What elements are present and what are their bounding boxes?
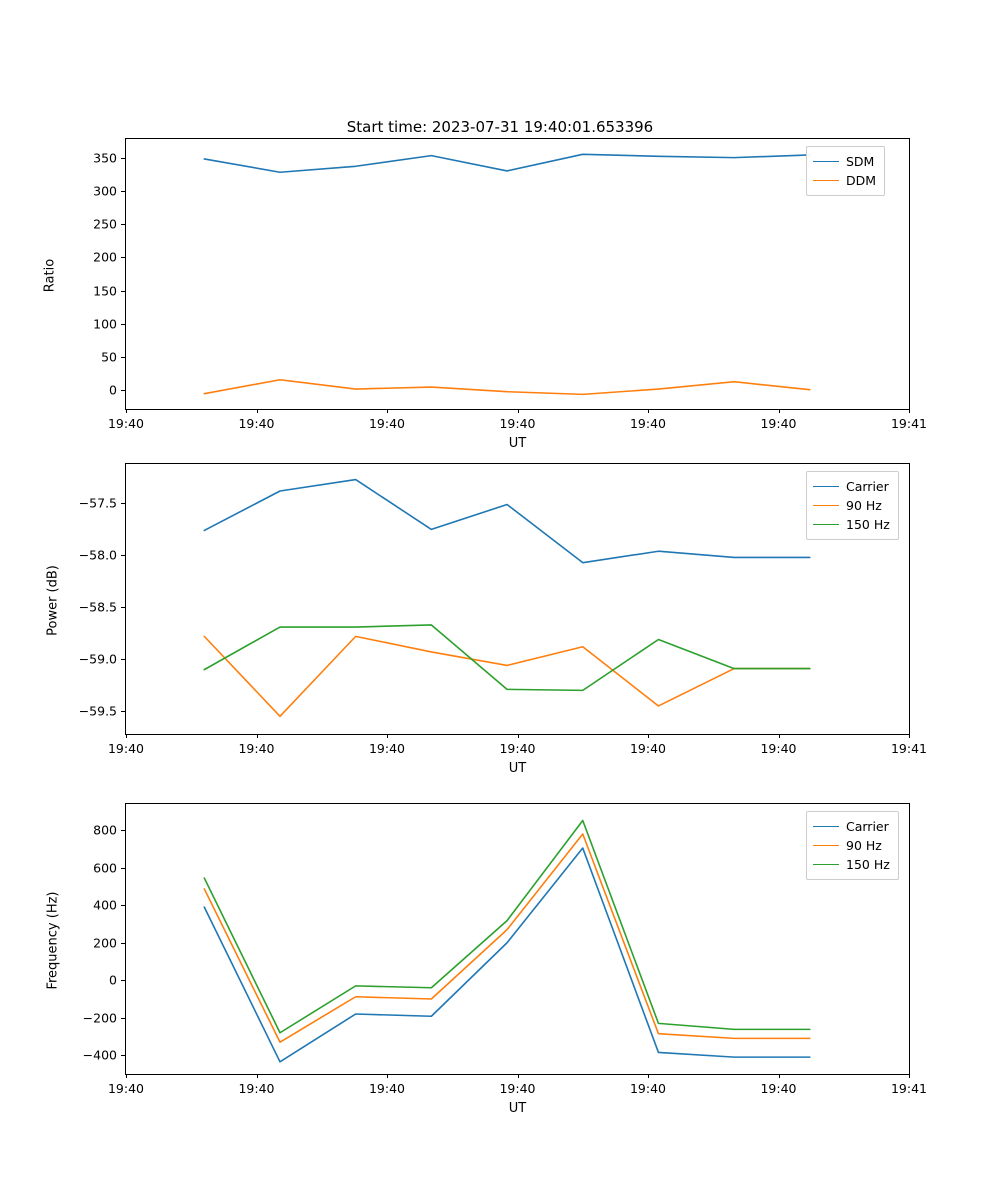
y-tick (121, 324, 125, 325)
x-tick (126, 734, 127, 738)
x-tick (126, 409, 127, 413)
x-tick (257, 1074, 258, 1078)
legend-item[interactable] (813, 836, 890, 855)
x-tick (126, 1074, 127, 1078)
panel-ratio (0, 0, 1000, 451)
y-tick (121, 390, 125, 391)
x-tick-label: 19:41 (890, 741, 928, 756)
x-tick (648, 1074, 649, 1078)
legend-item[interactable] (813, 496, 890, 515)
x-tick-label: 19:40 (238, 741, 275, 756)
y-tick (121, 943, 125, 944)
x-tick-label: 19:40 (368, 1081, 406, 1096)
x-tick (648, 734, 649, 738)
legend-swatch-icon (813, 505, 839, 506)
legend-swatch-icon (813, 180, 839, 181)
y-tick (121, 158, 125, 159)
x-tick-label: 19:40 (499, 1081, 536, 1096)
y-tick-label: 600 (93, 860, 117, 876)
legend-swatch-icon (813, 826, 839, 827)
y-tick-label: 350 (93, 150, 117, 166)
x-tick (518, 409, 519, 413)
y-tick (121, 980, 125, 981)
y-tick (121, 905, 125, 906)
legend-swatch-icon (813, 486, 839, 487)
series-line (204, 821, 810, 1033)
x-tick-label: 19:40 (760, 416, 797, 431)
legend-label: 90 Hz (846, 838, 882, 853)
legend-item[interactable] (813, 855, 890, 874)
x-tick-label: 19:40 (760, 1081, 797, 1096)
x-tick (387, 1074, 388, 1078)
legend-item[interactable] (813, 515, 890, 534)
y-tick-label: −400 (82, 1047, 117, 1063)
y-tick-label: −59.5 (78, 703, 117, 719)
y-tick-label: 300 (93, 183, 117, 199)
y-tick (121, 503, 125, 504)
plot-area-frequency (126, 804, 909, 1074)
y-tick-label: 250 (93, 216, 117, 232)
x-tick-label: 19:41 (890, 416, 928, 431)
series-line (204, 625, 810, 690)
legend-label: 90 Hz (846, 498, 882, 513)
legend-swatch-icon (813, 524, 839, 525)
y-tick (121, 607, 125, 608)
y-tick (121, 357, 125, 358)
axes-ratio (125, 138, 910, 410)
x-tick (779, 1074, 780, 1078)
y-tick-label: −58.0 (78, 547, 117, 563)
x-tick (779, 409, 780, 413)
x-tick (257, 734, 258, 738)
y-tick (121, 291, 125, 292)
series-line (204, 636, 810, 716)
y-tick-label: 200 (93, 935, 117, 951)
y-tick (121, 1018, 125, 1019)
x-tick-label: 19:40 (629, 741, 667, 756)
x-tick-label: 19:40 (238, 416, 275, 431)
figure-title: Start time: 2023-07-31 19:40:01.653396 (346, 118, 654, 136)
legend-ratio[interactable] (806, 146, 885, 196)
x-axis-label-frequency: UT (508, 1101, 527, 1116)
legend-label: 150 Hz (846, 857, 890, 872)
series-line (204, 848, 810, 1062)
y-tick-label: 800 (93, 822, 117, 838)
x-tick-label: 19:40 (629, 416, 667, 431)
legend-item[interactable] (813, 152, 876, 171)
series-line (204, 380, 810, 395)
series-line (204, 834, 810, 1042)
legend-power[interactable] (806, 471, 899, 540)
x-tick-label: 19:40 (368, 416, 406, 431)
y-tick-label: −58.5 (78, 599, 117, 615)
y-tick (121, 868, 125, 869)
legend-label: DDM (846, 173, 877, 188)
y-axis-label-ratio: Ratio (42, 258, 58, 293)
x-tick (779, 734, 780, 738)
legend-label: 150 Hz (846, 517, 890, 532)
plot-area-ratio (126, 139, 909, 409)
y-tick-label: 200 (93, 249, 117, 265)
legend-item[interactable] (813, 477, 890, 496)
y-axis-label-frequency: Frequency (Hz) (45, 891, 61, 990)
x-tick-label: 19:41 (890, 1081, 928, 1096)
x-tick-label: 19:40 (107, 1081, 145, 1096)
y-tick (121, 257, 125, 258)
x-tick (909, 409, 910, 413)
y-tick-label: 150 (93, 283, 117, 299)
x-tick-label: 19:40 (107, 416, 145, 431)
panel-frequency (0, 780, 1000, 1120)
series-line (204, 480, 810, 563)
legend-swatch-icon (813, 864, 839, 865)
x-tick (648, 409, 649, 413)
y-tick-label: −200 (82, 1010, 117, 1026)
x-tick (909, 734, 910, 738)
axes-power (125, 463, 910, 735)
x-tick (257, 409, 258, 413)
y-tick-label: 0 (109, 972, 117, 988)
x-axis-label-power: UT (508, 761, 527, 776)
legend-item[interactable] (813, 817, 890, 836)
legend-label: SDM (846, 154, 875, 169)
x-tick-label: 19:40 (629, 1081, 667, 1096)
x-tick-label: 19:40 (107, 741, 145, 756)
x-tick (518, 734, 519, 738)
x-tick-label: 19:40 (499, 416, 536, 431)
y-tick-label: −59.0 (78, 651, 117, 667)
y-tick (121, 830, 125, 831)
x-tick-label: 19:40 (368, 741, 406, 756)
legend-swatch-icon (813, 845, 839, 846)
legend-item[interactable] (813, 171, 876, 190)
y-tick (121, 711, 125, 712)
x-tick (518, 1074, 519, 1078)
legend-label: Carrier (846, 479, 889, 494)
y-tick (121, 555, 125, 556)
axes-frequency (125, 803, 910, 1075)
y-tick-label: 0 (109, 382, 117, 398)
x-tick (387, 734, 388, 738)
panel-power (0, 440, 1000, 780)
y-tick (121, 191, 125, 192)
y-tick (121, 1055, 125, 1056)
x-tick (387, 409, 388, 413)
x-tick-label: 19:40 (499, 741, 536, 756)
legend-frequency[interactable] (806, 811, 899, 880)
y-axis-label-power: Power (dB) (45, 565, 61, 636)
x-tick-label: 19:40 (238, 1081, 275, 1096)
legend-swatch-icon (813, 161, 839, 162)
y-tick (121, 224, 125, 225)
x-axis-label-ratio: UT (508, 436, 527, 451)
y-tick-label: −57.5 (78, 495, 117, 511)
x-tick (909, 1074, 910, 1078)
x-tick-label: 19:40 (760, 741, 797, 756)
y-tick-label: 400 (93, 897, 117, 913)
y-tick-label: 50 (101, 349, 117, 365)
plot-area-power (126, 464, 909, 734)
series-line (204, 154, 810, 172)
y-tick (121, 659, 125, 660)
legend-label: Carrier (846, 819, 889, 834)
y-tick-label: 100 (93, 316, 117, 332)
